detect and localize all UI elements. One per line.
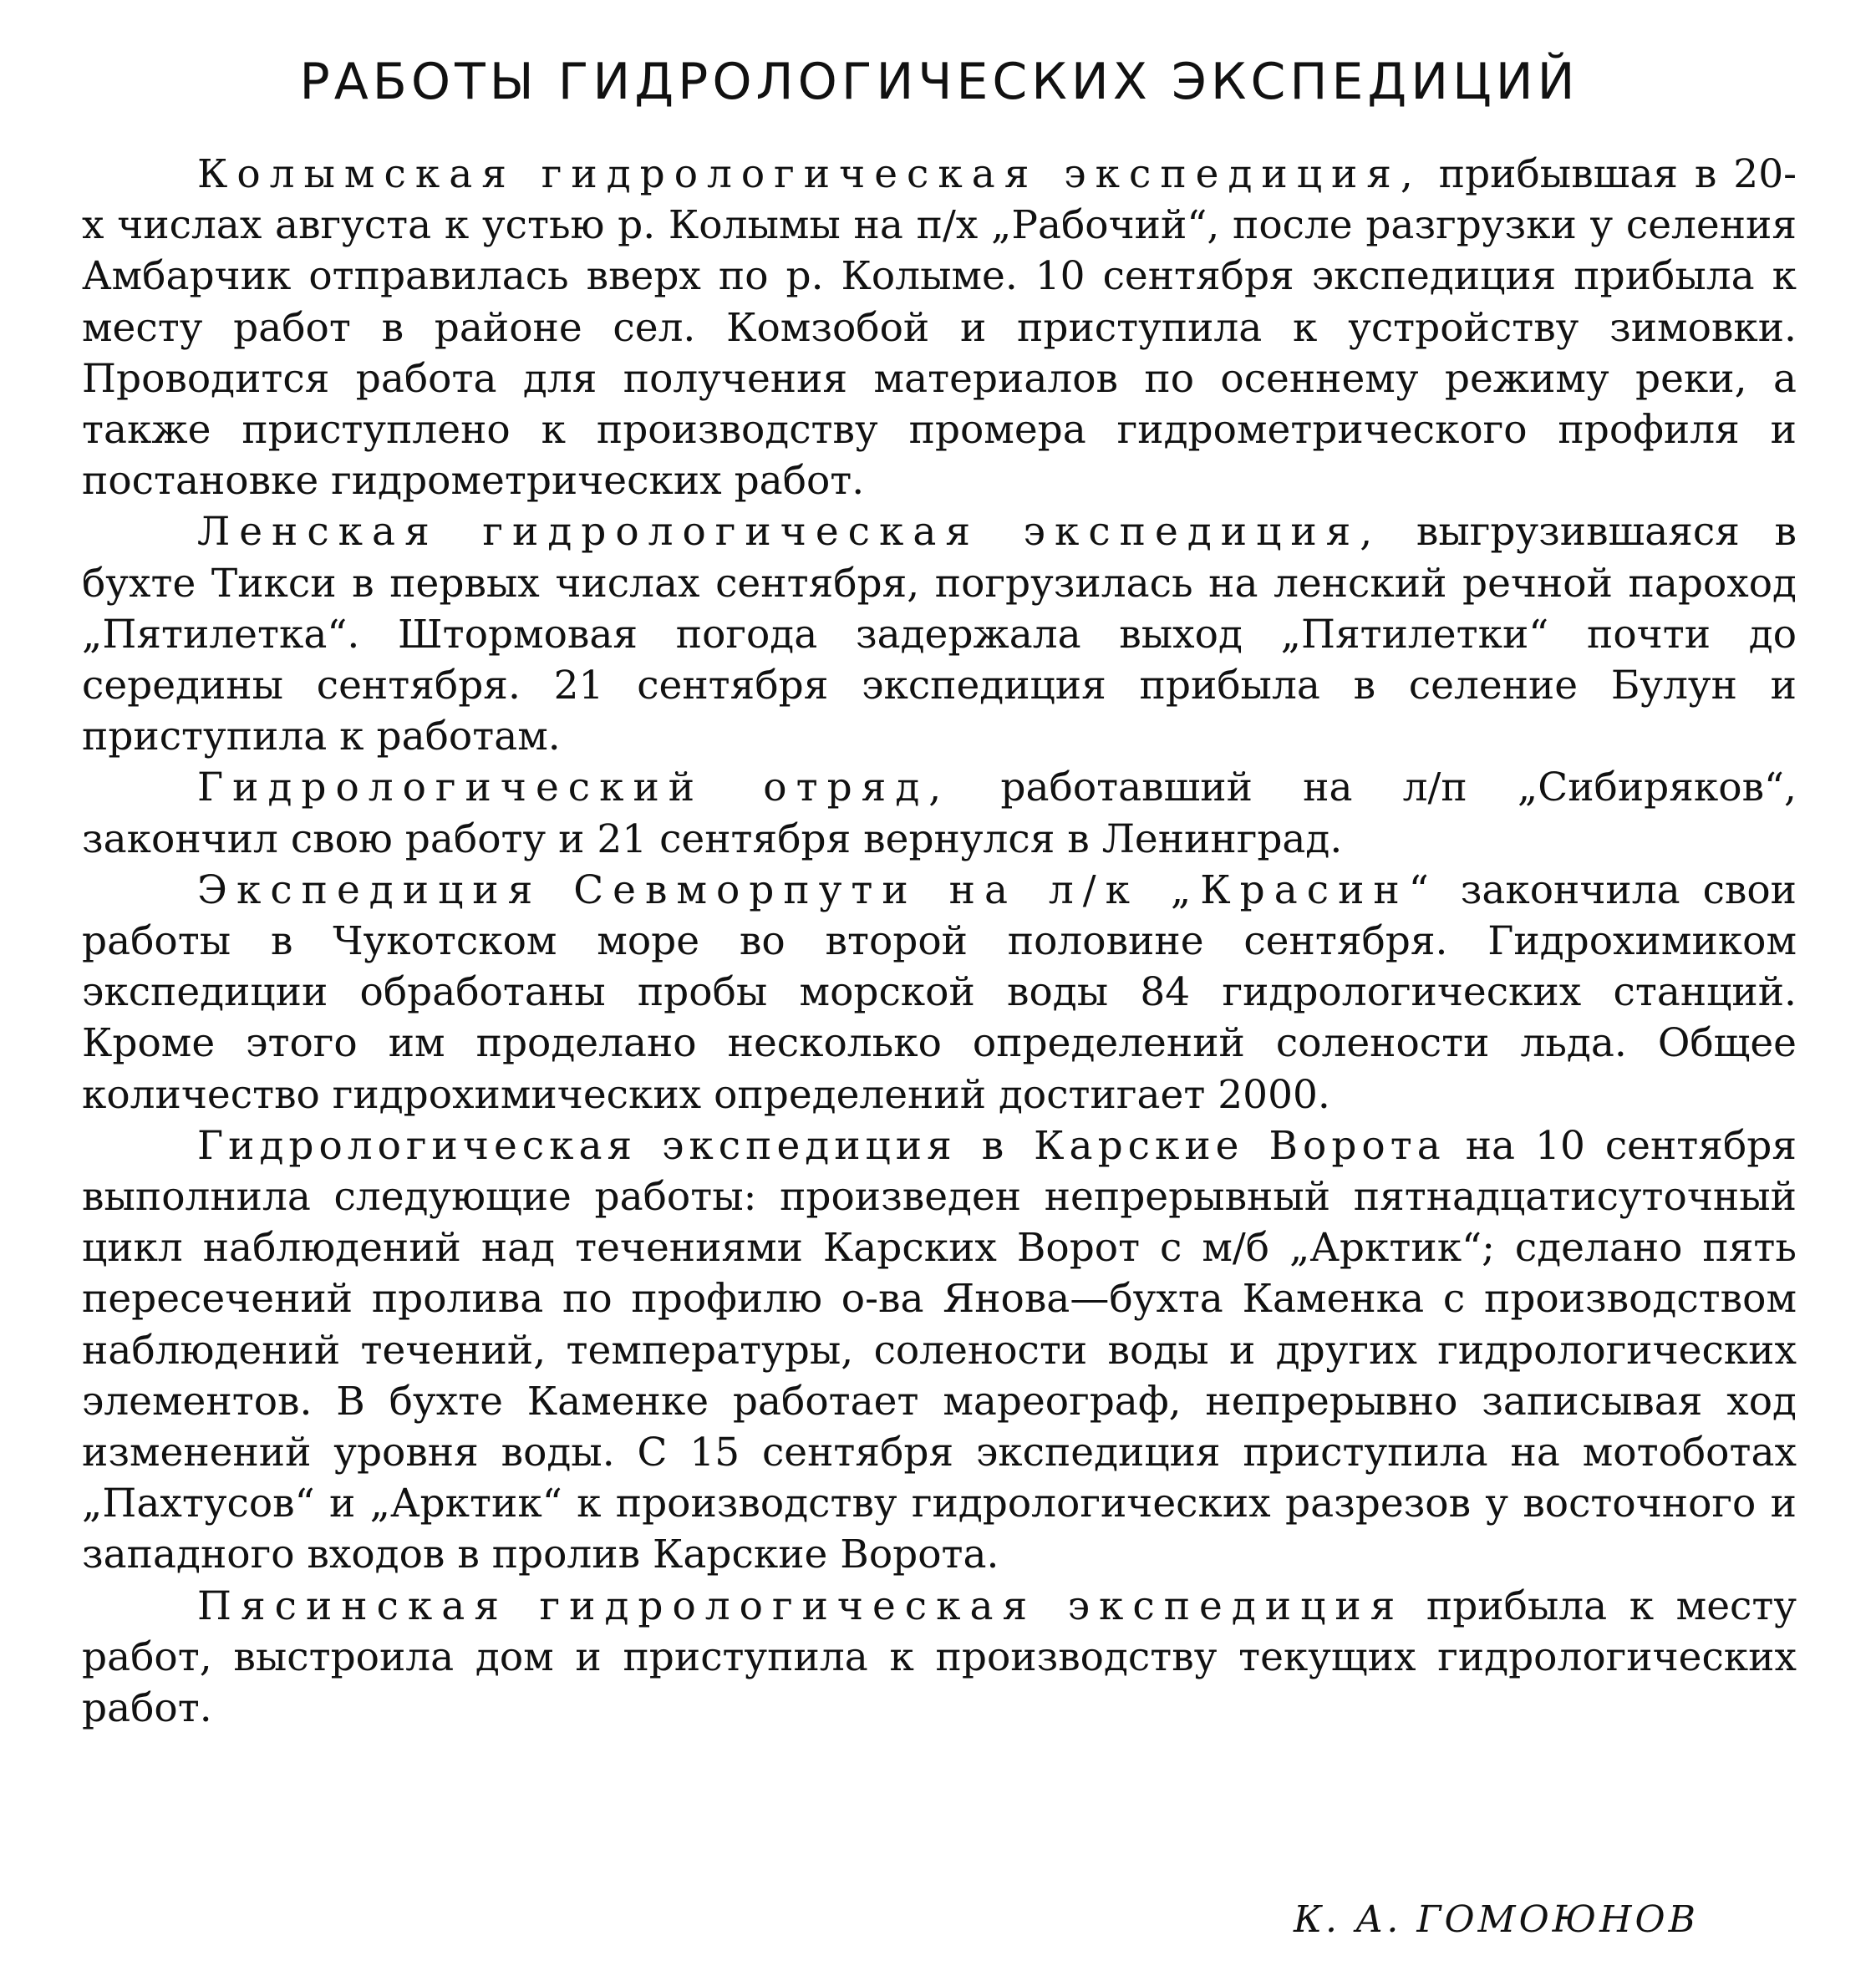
paragraph-kara-gates [82, 1120, 1797, 1581]
paragraph-text: выгрузившаяся в бухте Тикси в первых числах сентября, погрузилась на ленский речной пароход „Пятилетка“. Штормовая погода задержала выход „Пятилетки“ почти до середины сентября. 21 сентября экспедиция прибыла в селение Булун и приступила к работам. [82, 509, 1797, 760]
paragraph-lead: Гидрологический отряд, [197, 765, 951, 811]
paragraph-lead: Ленская гидрологическая экспедиция, [197, 509, 1382, 556]
paragraph-text: прибывшая в 20-х числах августа к устью р. Колымы на п/х „Рабочий“, после разгрузки у селения Амбарчик отправилась вверх по р. Колыме. 10 сентября экспедиция прибыла к месту работ в районе сел. Комзобой и приступила к устройству зимовки. Проводится работа для получения материалов по осеннему режиму реки, а также приступлено к производству промера гидрометрического профиля и постановке гидрометрических работ. [82, 151, 1797, 505]
paragraph-lena [82, 506, 1797, 762]
paragraph-krasin [82, 865, 1797, 1120]
paragraph-lead: Экспедиция Севморпути на л/к „Красин“ [197, 866, 1438, 913]
author-signature: К. А. ГОМОЮНОВ [1294, 1898, 1699, 1941]
paragraph-kolyma [82, 149, 1797, 506]
paragraph-lead: Гидрологическая экспедиция в Карские Ворота [197, 1122, 1446, 1169]
paragraph-pyasina [82, 1581, 1797, 1735]
paragraph-lead: Колымская гидрологическая экспедиция, [197, 151, 1422, 197]
paragraph-text: закончила свои работы в Чукотском море во второй половине сентября. Гидрохимиком экспедиции обработаны пробы морской воды 84 гидрологических станций. Кроме этого им проделано несколько определений солености льда. Общее количество гидрохимических определений достигает 2000. [82, 866, 1797, 1118]
paragraph-text: работавший на л/п „Сибиряков“, закончил свою работу и 21 сентября вернулся в Ленинград. [82, 765, 1797, 862]
paragraph-text: на 10 сентября выполнила следующие работы: произведен непрерывный пятнадцатисуточный цикл наблюдений над течениями Карских Ворот с м/б „Арктик“; сделано пять пересечений пролива по профилю о-ва Янова—бухта Каменка с производством наблюдений течений, температуры, солености воды и других гидрологических элементов. В бухте Каменке работает мареограф, непрерывно записывая ход изменений уровня воды. С 15 сентября экспедиция приступила на мотоботах „Пахтусов“ и „Арктик“ к производству гидрологических разрезов у восточного и западного входов в пролив Карские Ворота. [82, 1122, 1797, 1578]
article [82, 33, 1797, 1734]
paragraph-text: прибыла к месту работ, выстроила дом и приступила к производству текущих гидрологических работ. [82, 1582, 1797, 1732]
paragraph-sibiryakov [82, 762, 1797, 864]
article-title: РАБОТЫ ГИДРОЛОГИЧЕСКИХ ЭКСПЕДИЦИЙ [299, 53, 1579, 111]
paragraph-lead: Пясинская гидрологическая экспедиция [197, 1582, 1405, 1629]
